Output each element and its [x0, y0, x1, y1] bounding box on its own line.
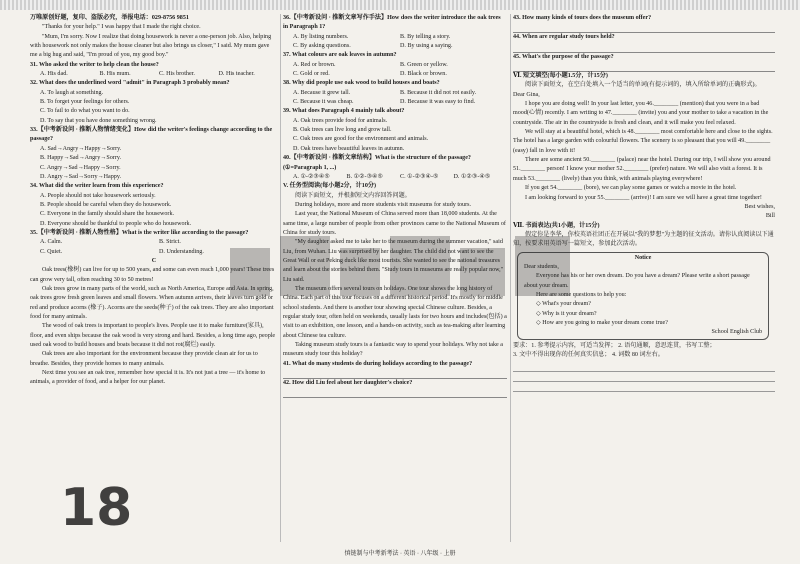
question-stem: 35.【中考新设问 · 推断人物性格】What is the writer like according to the passage? [30, 229, 249, 236]
passage-paragraph: The museum offers several tours on holidays. One tour shows the long history of China. Each part of this tour focuses on a different historical period. It's mostly for middle school students. And there is another tour showing special Chinese culture. Besides, a regular study tour, often held on weekends, usually lasts for two hours and includes(包括) a visit to an exhibition, one lesson, and a hands-on activity, such as tea-making after learning about Chinese tea culture. [283, 285, 507, 339]
column-2 [283, 14, 507, 398]
letter-paragraph: We will stay at a beautiful hotel, which is 48.________ most comfortable here and close to the sights. The hotel has a large garden with colourful flowers. The scenery is so pleasant that you will 49.________ (easy) fall in love with it! [513, 129, 773, 154]
option[interactable]: A. ①-②③④⑤ [293, 173, 330, 180]
option[interactable]: D. To say that you have done something wrong. [40, 117, 157, 124]
option[interactable]: A. By listing numbers. [293, 33, 349, 40]
option[interactable]: B. Happy→Sad→Angry→Sorry. [40, 155, 122, 162]
question-stem: 40.【中考新设问 · 推断文章结构】What is the structure of the passage? (①=Paragraph 1, ...) [283, 155, 471, 171]
option[interactable]: A. Sad→Angry→Happy→Sorry. [40, 145, 122, 152]
option[interactable]: A. Red or brown. [293, 61, 336, 68]
option[interactable]: B. Because it did not rot easily. [400, 89, 477, 96]
passage-paragraph: Taking museum study tours is a fantastic way to spend your holidays. Why not take a museum study tour this holiday? [283, 342, 503, 358]
question-40 [283, 154, 507, 182]
question-stem: 38. Why did people use oak wood to build houses and boats? [283, 80, 440, 87]
option[interactable]: D. ①②③-④⑤ [453, 173, 491, 180]
option[interactable]: D. By using a saying. [400, 43, 453, 50]
section-vi-instruction: 阅读下面短文，在空白处填入一个适当的单词(有提示词的，填入所给单词的正确形式)。 [525, 82, 761, 89]
column-3 [513, 14, 775, 392]
option[interactable]: C. Gold or red. [293, 71, 330, 78]
letter-paragraph: I am looking forward to your 55.________ (arrive)! I am sure we will have a great time together! [525, 194, 762, 201]
question-39 [283, 107, 507, 154]
letter-paragraph: There are some ancient 50.________ (palace) near the hotel. During our trip, I will show you around 51.________ person! I know your mother 52.________ (prefer) nature. We will also visit a forest. It is much 53.________ (lively) than you think, with animals playing everywhere! [513, 157, 771, 182]
notice-line: Everyone has his or her own dream. Do you have a dream? Please write a short passage about your dream. [524, 273, 750, 289]
option[interactable]: D. His teacher. [218, 71, 255, 78]
column-divider [280, 14, 281, 542]
question-43: 43. How many kinds of tours does the museum offer? [513, 15, 652, 21]
option[interactable]: D. Understanding. [159, 248, 204, 255]
question-45: 45. What's the purpose of the passage? [513, 53, 614, 60]
passage-paragraph: Oak trees are also important for the environment because they provide clean air for us to breathe. Besides, they provide homes to many animals. [30, 351, 258, 367]
question-32 [30, 79, 278, 126]
notice-line: ◇ Why is it your dream? [536, 310, 597, 317]
option[interactable]: C. Oak trees are good for the environment and animals. [293, 136, 429, 143]
footer-title: 慎链制与中考新考法 · 英语 · 八年级 · 上册 [344, 551, 456, 557]
scan-border-strip [0, 0, 800, 10]
notice-line: Dear students, [524, 263, 559, 270]
option[interactable]: C. ①-②③④-⑤ [400, 173, 439, 180]
section-v-title: V. 任务型阅读(每小题2分，计10分) [283, 183, 376, 190]
option[interactable]: D. Everyone should be thankful to people who do housework. [40, 220, 192, 227]
passage-paragraph: Oak trees grow in many parts of the world, such as North America, Europe and Asia. In spring, oak trees grow fresh green leaves and small flowers. When autumn arrives, their leaves turn gold or red and produce acorns (橡子). Acorns are the seeds(种子) of the oak trees. They are also important food for many animals. [30, 285, 274, 320]
question-42: 42. How did Liu feel about her daughter's choice? [283, 380, 413, 387]
question-35 [30, 229, 278, 257]
option[interactable]: B. Green or yellow. [400, 61, 448, 68]
option[interactable]: D. Angry→Sad→Sorry→Happy. [40, 173, 122, 180]
section-vii-title: Ⅶ. 书面表达(共1小题，计15分) [513, 222, 600, 229]
notice-line: ◇ How are you going to make your dream come true? [536, 319, 668, 326]
requirement-line: 3. 文中不得出现你的任何真实信息； 4. 词数 80 词左右。 [513, 352, 664, 358]
notice-title: Notice [634, 254, 652, 261]
column-1 [30, 14, 278, 388]
notice-sign: School English Club [711, 329, 762, 336]
passage-paragraph: "My daughter asked me to take her to the museum during the summer vacation," said Liu, from Wuhan. Liu was surprised by her daughter. The child did not want to see the Great Wall or eat Peking duck like most tourists. She wanted to see the national treasures and learn about the stories behind them. "Study tours in museums are really popular now," Liu said. [283, 239, 504, 283]
question-44: 44. When are regular study tours held? [513, 34, 615, 41]
option[interactable]: C. Quiet. [40, 248, 63, 255]
letter-greeting: Dear Gina, [513, 91, 540, 98]
section-vi-title: Ⅵ. 短文填空(每小题1.5分，计15分) [513, 73, 608, 80]
option[interactable]: D. Black or brown. [400, 71, 447, 78]
section-label-c: C [151, 257, 157, 264]
question-33 [30, 126, 278, 182]
question-stem: 36.【中考新设问 · 推断文章写作手法】How does the writer introduce the oak trees in Paragraph 1? [283, 15, 501, 31]
letter-signature: Bill [765, 213, 775, 220]
option[interactable]: B. To forget your feelings for others. [40, 99, 130, 106]
answer-line[interactable] [283, 388, 507, 398]
question-stem: 39. What does Paragraph 4 mainly talk about? [283, 108, 405, 115]
option[interactable]: B. Strict. [159, 239, 181, 246]
option[interactable]: C. Because it was cheap. [293, 99, 354, 106]
letter-closing: Best wishes, [744, 203, 775, 210]
answer-line[interactable] [513, 62, 775, 72]
question-38 [283, 79, 507, 107]
letter-paragraph: I hope you are doing well! In your last letter, you 46.________ (mention) that you were in a bad mood(心情) recently. I am writing to 47.________ (invite) you and your mother to take a vacation in the countryside. The air in the countryside is fresh and clean, and it will make you feel relaxed. [513, 101, 769, 126]
passage-paragraph: "Thanks for your help." I was happy that I made the right choice. [42, 24, 201, 31]
question-36 [283, 14, 507, 51]
option[interactable]: A. Oak trees provide food for animals. [293, 117, 388, 124]
answer-line[interactable] [513, 23, 775, 33]
option[interactable]: A. To laugh at something. [40, 89, 104, 96]
option[interactable]: C. By asking questions. [293, 43, 351, 50]
option[interactable]: D. Because it was easy to find. [400, 99, 476, 106]
requirement-line: 要求：1. 参考提示内容，可适当发挥； 2. 语句通顺，意思连贯，书写工整； [513, 342, 716, 349]
option[interactable]: B. People should be careful when they do housework. [40, 201, 172, 208]
passage-paragraph: Next time you see an oak tree, remember how special it is. It's not just a tree — it's home to animals, a provider of food, and a helper for our planet. [30, 370, 266, 386]
option[interactable]: A. His dad. [40, 71, 68, 78]
option[interactable]: A. Because it grew tall. [293, 89, 351, 96]
option[interactable]: A. People should not take housework seriously. [40, 192, 156, 199]
option[interactable]: B. ①②-③④⑤ [346, 173, 383, 180]
option[interactable]: B. By telling a story. [400, 33, 451, 40]
notice-line: ◇ What's your dream? [536, 301, 591, 308]
option[interactable]: C. Angry→Sad→Happy→Sorry. [40, 164, 121, 171]
question-34 [30, 182, 278, 229]
top-note: 万唯原创好题，复印、盗版必究，举报电话：029-8756 9851 [30, 15, 189, 21]
notice-line: Here are some questions to help you: [536, 291, 627, 298]
page-number: 18 [60, 478, 133, 538]
question-31 [30, 61, 278, 80]
option[interactable]: C. To fail to do what you want to do. [40, 108, 130, 115]
passage-paragraph: During holidays, more and more students visit museums for study tours. [295, 201, 472, 208]
option[interactable]: B. Oak trees can live long and grow tall. [293, 127, 392, 134]
passage-paragraph: The wood of oak trees is important to people's lives. People use it to make furniture(家具), floor, and even ships because the oak wood is very strong and hard. Besides, a long time ago, people used oak wood to build houses and boats because it did not rot(腐烂) easily. [30, 323, 276, 349]
question-41: 41. What do many students do during holidays according to the passage? [283, 360, 473, 367]
question-stem: 33.【中考新设问 · 推断人物情绪变化】How did the writer's feelings change according to the passage? [30, 127, 273, 143]
question-stem: 31. Who asked the writer to help clean the house? [30, 61, 159, 68]
option[interactable]: A. Calm. [40, 239, 63, 246]
answer-line[interactable] [513, 43, 775, 53]
option[interactable]: B. His mum. [99, 71, 131, 78]
section-vii-instruction: 假定你是李华，你校英语社团正在开展以"我的梦想"为主题的征文活动。请你认真阅读以下通知，按要求用英语写一篇短文，参加此次活动。 [513, 231, 774, 248]
question-37 [283, 51, 507, 79]
passage-paragraph: "Mum, I'm sorry. Now I realize that doing housework is never a one-person job. Also, helping with housework not only makes the house cleaner but also brings us closer," I said. My mum gave me a big hug and said, "I'm proud of you, my good boy." [30, 33, 272, 59]
option[interactable]: D. Oak trees have beautiful leaves in autumn. [293, 145, 405, 152]
question-stem: 32. What does the underlined word "admit" in Paragraph 3 probably mean? [30, 80, 230, 87]
letter-paragraph: If you get 54.________ (bore), we can play some games or watch a movie in the hotel. [525, 185, 737, 192]
option[interactable]: C. Everyone in the family should share the housework. [40, 211, 175, 218]
section-v-instruction: 阅读下面短文，并根据短文内容回答问题。 [295, 192, 411, 199]
question-stem: 34. What did the writer learn from this experience? [30, 183, 164, 190]
column-divider [510, 14, 511, 542]
answer-line[interactable] [283, 369, 507, 379]
writing-lines[interactable] [513, 362, 775, 392]
passage-paragraph: Oak trees(橡树) can live for up to 500 years, and some can even reach 1,000 years! These trees can grow very tall, often reaching 30 to 50 metres! [30, 267, 275, 283]
passage-paragraph: Last year, the National Museum of China served more than 18,000 students. At the same time, a large number of people from other provinces came to the National Museum of China for study tours. [283, 211, 506, 236]
notice-box [517, 252, 769, 340]
option[interactable]: C. His brother. [159, 71, 195, 78]
question-stem: 37. What colours are oak leaves in autumn? [283, 52, 397, 59]
